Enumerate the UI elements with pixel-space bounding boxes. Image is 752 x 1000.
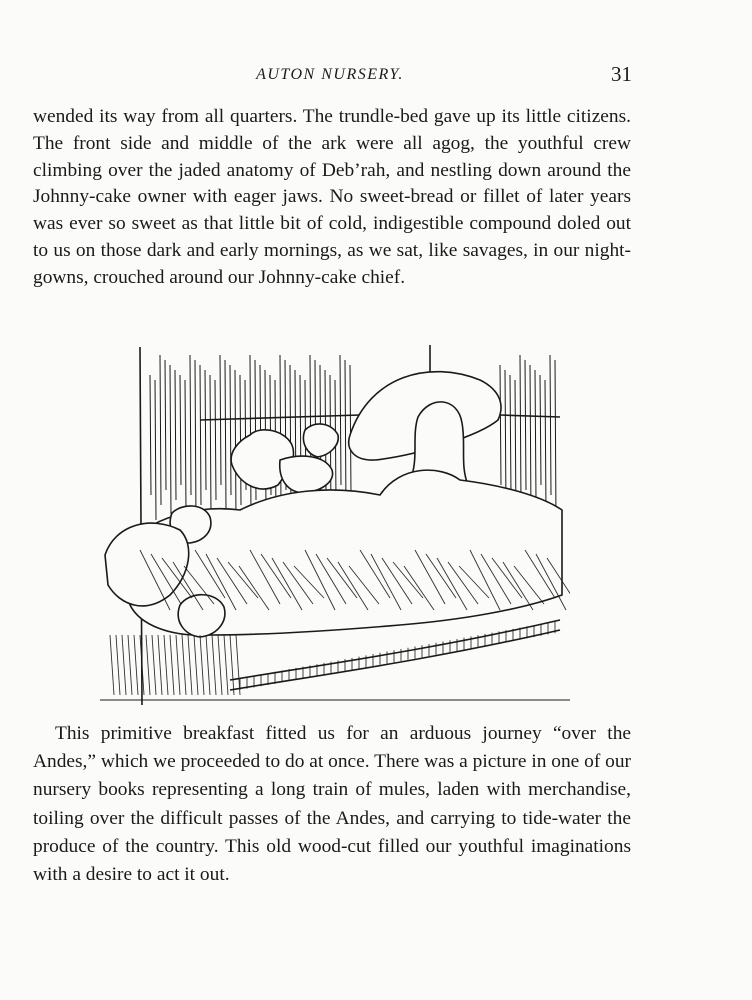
hatch-line bbox=[550, 355, 551, 495]
hatch-line bbox=[205, 370, 206, 490]
hatch-line bbox=[540, 375, 541, 485]
hatch-line bbox=[290, 365, 291, 515]
hatch-line bbox=[160, 355, 161, 505]
hatch-line bbox=[500, 365, 501, 485]
hatch-line bbox=[152, 635, 156, 695]
hatch-line bbox=[210, 375, 211, 515]
hatch-line bbox=[170, 635, 174, 695]
running-head bbox=[30, 62, 630, 92]
hatch-line bbox=[212, 635, 216, 695]
hatch-line bbox=[206, 635, 210, 695]
hatch-line bbox=[236, 635, 240, 695]
hatch-line bbox=[520, 355, 521, 505]
hatch-line bbox=[155, 380, 156, 520]
running-title: AUTON NURSERY. bbox=[256, 66, 404, 83]
hatch-line bbox=[530, 365, 531, 515]
hatch-line bbox=[176, 635, 180, 695]
hatch-line bbox=[555, 360, 556, 520]
hatch-line bbox=[215, 380, 216, 500]
hatch-line bbox=[510, 375, 511, 495]
hatch-line bbox=[180, 375, 181, 485]
hatch-line bbox=[218, 635, 222, 695]
illustration-svg bbox=[100, 335, 570, 707]
hatch-line bbox=[185, 380, 186, 510]
hatch-line bbox=[190, 355, 191, 495]
hatch-line bbox=[194, 635, 198, 695]
hatch-line bbox=[122, 635, 126, 695]
hatch-line bbox=[116, 635, 120, 695]
hatch-line bbox=[164, 635, 168, 695]
hatch-line bbox=[182, 635, 186, 695]
hatch-line bbox=[200, 365, 201, 505]
hatch-line bbox=[224, 635, 228, 695]
hatch-line bbox=[128, 635, 132, 695]
hatch-line bbox=[350, 365, 351, 495]
hatch-line bbox=[170, 365, 171, 515]
hatch-line bbox=[188, 635, 192, 695]
wood-engraving-children-on-bed-icon bbox=[100, 335, 570, 707]
hatch-line bbox=[175, 370, 176, 500]
hatch-line bbox=[525, 360, 526, 490]
hatch-line bbox=[235, 370, 236, 520]
hatch-line bbox=[230, 635, 234, 695]
hatch-line bbox=[195, 360, 196, 520]
hatch-line bbox=[146, 635, 150, 695]
hatch-line bbox=[545, 380, 546, 510]
hatch-line bbox=[158, 635, 162, 695]
hatch-line bbox=[230, 365, 231, 495]
hatch-line bbox=[165, 360, 166, 490]
hatch-line bbox=[345, 360, 346, 510]
hatch-line bbox=[340, 355, 341, 485]
paragraph-1: wended its way from all quarters. The trundle-bed gave up its little citizens. The front side and middle of the ark were all agog, the youthful crew climbing over the jaded anatomy of Deb’rah, and nestling down around the Johnny-cake owner with eager jaws. No sweet-bread or fillet of later years was ever so sweet as that little bit of cold, indigestible compound doled out to us on those dark and early mornings, as we sat, like savages, in our night-gowns, crouched around our Johnny-cake chief. bbox=[33, 106, 631, 288]
hatch-line bbox=[225, 360, 226, 510]
hatch-line bbox=[150, 375, 151, 495]
paragraph-2: This primitive breakfast fitted us for an arduous journey “over the Andes,” which we proceeded to do at once. There was a picture in one of our nursery books representing a long train of mules, laden with merchandise, toiling over the difficult passes of the Andes, and carrying to tide-water the produce of the country. This old wood-cut filled our youthful imaginations with a desire to act it out. bbox=[33, 723, 631, 886]
hatch-line bbox=[134, 635, 138, 695]
hatch-line bbox=[110, 635, 114, 695]
hatch-line bbox=[200, 635, 204, 695]
hatch-line bbox=[535, 370, 536, 500]
hatch-line bbox=[240, 375, 241, 505]
page-number: 31 bbox=[611, 62, 632, 86]
